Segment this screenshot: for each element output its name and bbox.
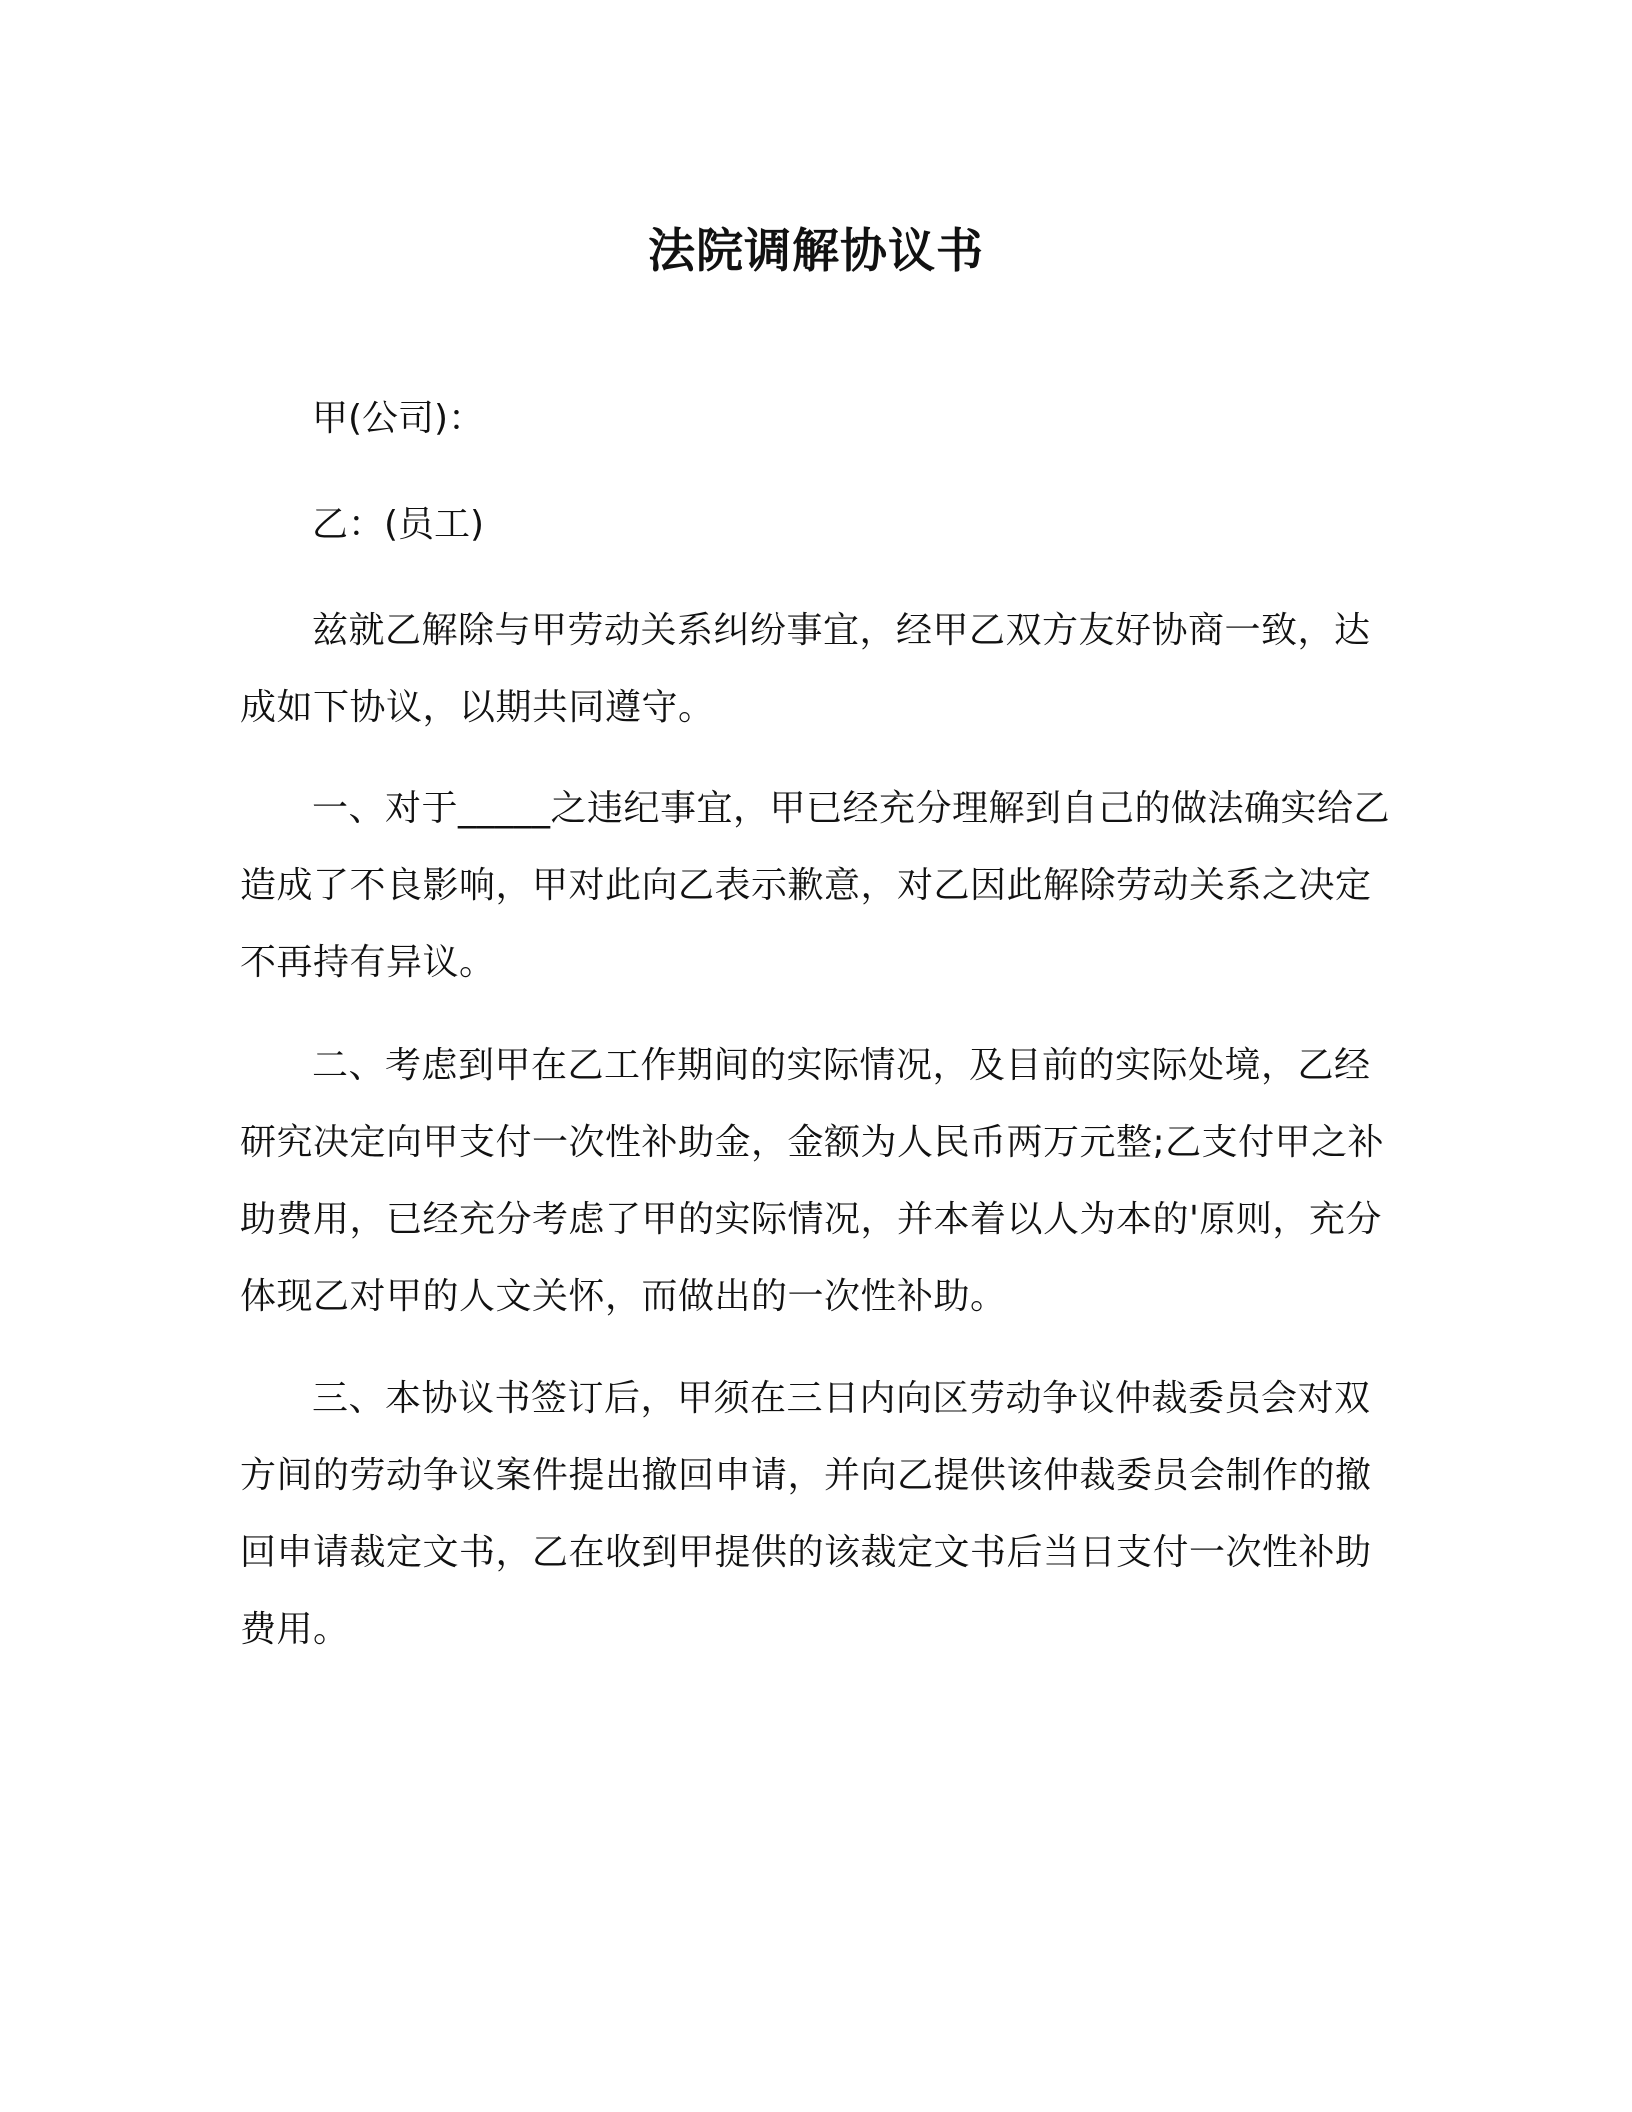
intro-paragraph: 兹就乙解除与甲劳动关系纠纷事宜，经甲乙双方友好协商一致，达成如下协议，以期共同遵守。 [240,610,1371,728]
party-a-line: 甲(公司)： [312,398,485,439]
document-title: 法院调解协议书 [648,224,984,279]
party-b-line: 乙：(员工) [312,504,485,545]
clause-three-paragraph: 三、本协议书签订后，甲须在三日内向区劳动争议仲裁委员会对双方间的劳动争议案件提出撤回申请，并向乙提供该仲裁委员会制作的撤回申请裁定文书，乙在收到甲提供的该裁定文书后当日支付一次性补助费用。 [240,1378,1372,1650]
clause-one-paragraph: 一、对于_____之违纪事宜，甲已经充分理解到自己的做法确实给乙造成了不良影响，甲对此向乙表示歉意，对乙因此解除劳动关系之决定不再持有异议。 [240,788,1391,983]
clause-two-paragraph: 二、考虑到甲在乙工作期间的实际情况，及目前的实际处境，乙经研究决定向甲支付一次性补助金，金额为人民币两万元整;乙支付甲之补助费用，已经充分考虑了甲的实际情况，并本着以人为本的'原则，充分体现乙对甲的人文关怀，而做出的一次性补助。 [240,1045,1385,1317]
